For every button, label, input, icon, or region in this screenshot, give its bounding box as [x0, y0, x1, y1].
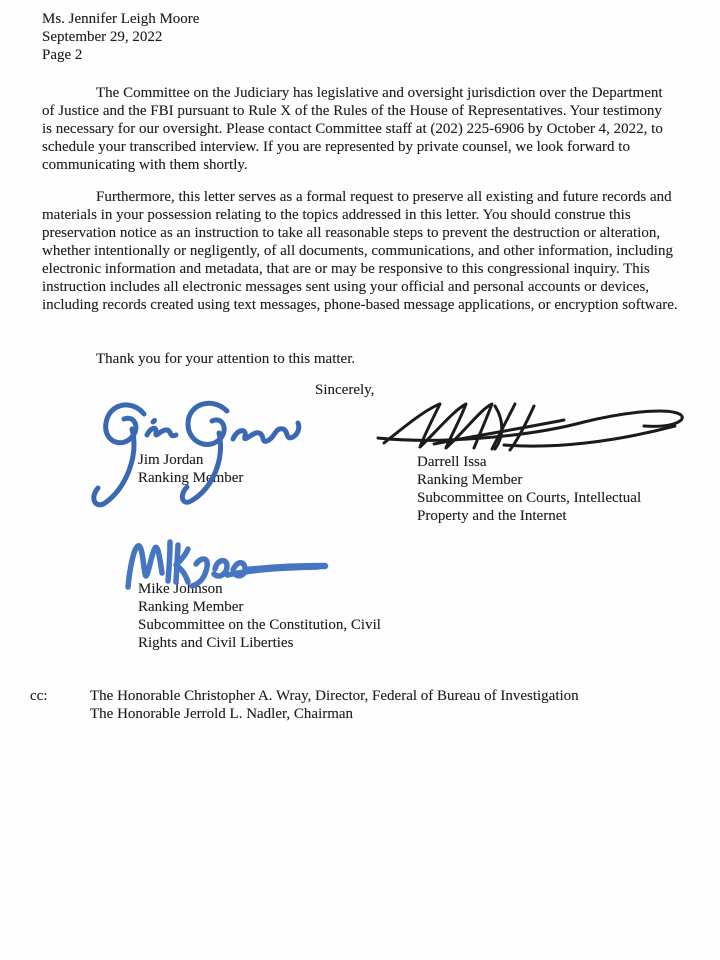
letter-date: September 29, 2022 — [42, 29, 163, 45]
darrell-issa-signature-strokes — [378, 404, 682, 450]
jim-jordan-signature-strokes — [94, 403, 299, 505]
signer-subcommittee: Subcommittee on Courts, Intellectual Property and the Internet — [417, 490, 642, 524]
cc-recipient: The Honorable Jerrold L. Nadler, Chairman — [90, 706, 354, 722]
mike-johnson-signature — [122, 536, 334, 592]
cc-recipient: The Honorable Christopher A. Wray, Director, Federal of Bureau of Investigation — [90, 688, 579, 704]
paragraph-thank-you: Thank you for your attention to this matter. — [96, 351, 356, 367]
signer-name: Jim Jordan — [138, 452, 204, 468]
signer-title: Ranking Member — [417, 472, 523, 488]
page-number: Page 2 — [42, 47, 83, 63]
recipient-name: Ms. Jennifer Leigh Moore — [42, 11, 200, 27]
closing-sincerely: Sincerely, — [315, 382, 375, 398]
paragraph-jurisdiction: The Committee on the Judiciary has legislative and oversight jurisdiction over the Department of Justice and the FBI pursuant to Rule X of the Rules of the House of Representatives. Your testimony is necessary for our oversight. Please contact Committee staff at (202) 225-6906 by October 4, 2022, to schedule your transcribed interview. If you are represented by private counsel, we look forward to communicating with them shortly. — [42, 85, 663, 173]
mike-johnson-signature-strokes — [128, 542, 325, 587]
signer-name: Darrell Issa — [417, 454, 487, 470]
signer-block-darrell-issa — [417, 453, 665, 525]
paragraph-preservation-notice: Furthermore, this letter serves as a formal request to preserve all existing and future records and materials in your possession relating to the topics addressed in this letter. You should construe this preservation notice as an instruction to take all reasonable steps to prevent the destruction or alteration, whether intentionally or negligently, of all documents, communications, and other information, including electronic information and metadata, that are or may be responsive to this congressional inquiry. This instruction includes all electronic messages sent using your official and personal accounts or devices, including records created using text messages, phone-based message applications, or encryption software. — [42, 189, 678, 313]
signer-title: Ranking Member — [138, 470, 244, 486]
signer-name: Mike Johnson — [138, 581, 223, 597]
darrell-issa-signature — [374, 398, 692, 458]
cc-block — [30, 687, 579, 723]
signer-subcommittee: Subcommittee on the Constitution, Civil Rights and Civil Liberties — [138, 617, 381, 651]
letter-header — [42, 10, 199, 64]
cc-label: cc: — [30, 688, 48, 704]
jim-jordan-signature — [86, 396, 304, 512]
signer-title: Ranking Member — [138, 599, 244, 615]
cc-recipient-list — [90, 687, 579, 723]
